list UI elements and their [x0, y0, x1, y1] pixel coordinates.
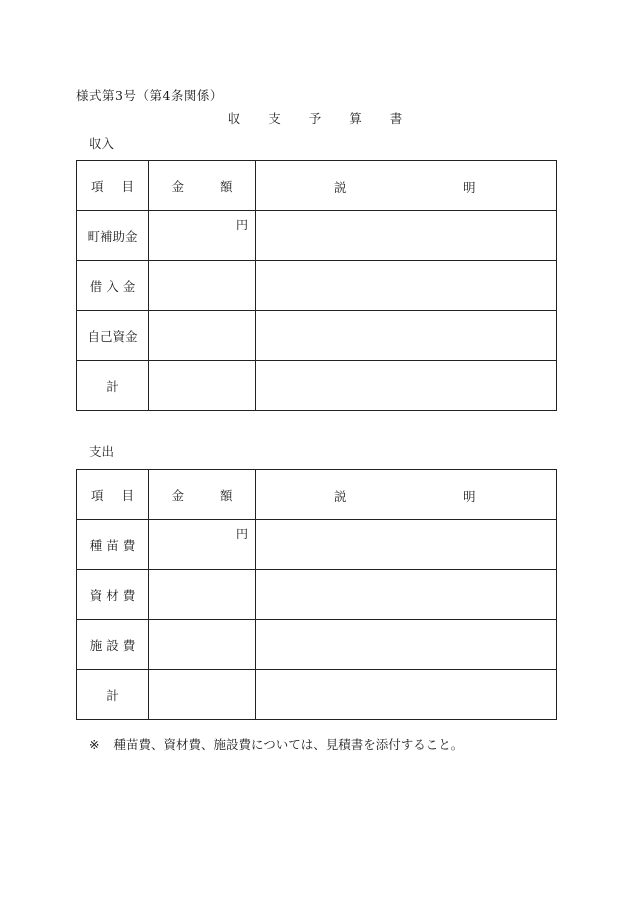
- header-amount: 金 額: [149, 161, 256, 211]
- row-label: 計: [77, 670, 149, 720]
- row-label: 借 入 金: [77, 261, 149, 311]
- income-section-label: 収入: [89, 136, 115, 151]
- table-row: [77, 520, 557, 570]
- yen-unit: 円: [235, 218, 248, 232]
- header-amount: 金 額: [149, 470, 256, 520]
- amount-cell[interactable]: [149, 520, 256, 570]
- header-item: 項 目: [77, 470, 149, 520]
- row-label: 種 苗 費: [77, 520, 149, 570]
- description-cell[interactable]: [256, 520, 557, 570]
- header-description: 説 明: [256, 470, 557, 520]
- title-char: 支: [268, 111, 281, 126]
- description-cell[interactable]: [256, 620, 557, 670]
- table-row-total: [77, 670, 557, 720]
- table-row: [77, 211, 557, 261]
- description-cell[interactable]: [256, 261, 557, 311]
- amount-cell[interactable]: [149, 670, 256, 720]
- row-label: 町補助金: [77, 211, 149, 261]
- title-char: 算: [349, 111, 362, 126]
- header-item: 項 目: [77, 161, 149, 211]
- row-label: 資 材 費: [77, 570, 149, 620]
- form-number: 様式第3号（第4条関係）: [76, 88, 223, 103]
- description-cell[interactable]: [256, 361, 557, 411]
- amount-cell[interactable]: [149, 570, 256, 620]
- amount-cell[interactable]: [149, 311, 256, 361]
- amount-cell[interactable]: [149, 620, 256, 670]
- header-description: 説 明: [256, 161, 557, 211]
- document-title: [0, 109, 630, 127]
- title-char: 書: [389, 111, 403, 126]
- amount-cell[interactable]: [149, 261, 256, 311]
- expense-table: [76, 469, 557, 720]
- table-row: [77, 311, 557, 361]
- note-mark: ※: [89, 737, 100, 752]
- description-cell[interactable]: [256, 670, 557, 720]
- table-row-total: [77, 361, 557, 411]
- footnote: [89, 735, 463, 753]
- row-label: 計: [77, 361, 149, 411]
- title-char: 収: [227, 111, 241, 126]
- table-row: [77, 570, 557, 620]
- description-cell[interactable]: [256, 311, 557, 361]
- amount-cell[interactable]: [149, 361, 256, 411]
- expense-section-label: 支出: [89, 444, 115, 459]
- description-cell[interactable]: [256, 570, 557, 620]
- row-label: 自己資金: [77, 311, 149, 361]
- note-text: 種苗費、資材費、施設費については、見積書を添付すること。: [113, 737, 464, 752]
- table-row: [77, 620, 557, 670]
- table-header-row: [77, 470, 557, 520]
- amount-cell[interactable]: [149, 211, 256, 261]
- table-row: [77, 261, 557, 311]
- title-char: 予: [308, 111, 322, 126]
- description-cell[interactable]: [256, 211, 557, 261]
- income-table: [76, 160, 557, 411]
- table-header-row: [77, 161, 557, 211]
- row-label: 施 設 費: [77, 620, 149, 670]
- yen-unit: 円: [235, 527, 248, 541]
